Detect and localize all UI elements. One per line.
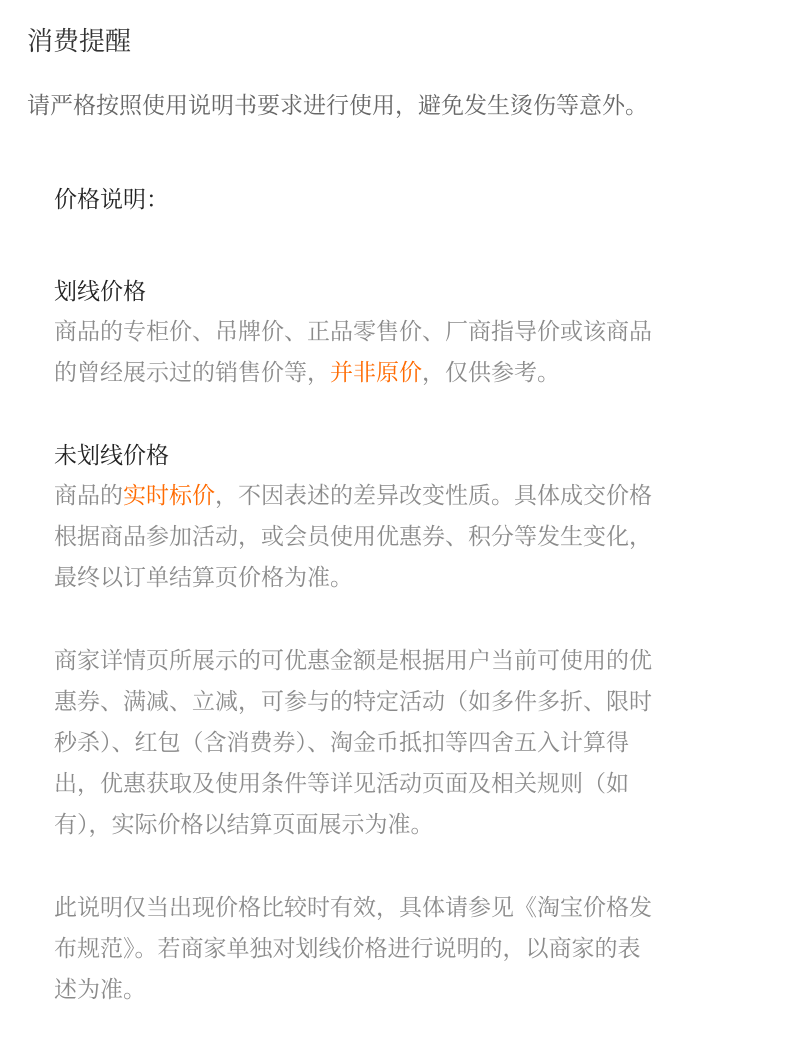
uncrossed-price-line-2: 根据商品参加活动，或会员使用优惠券、积分等发生变化， — [54, 524, 652, 550]
crossed-price-heading: 划线价格 — [54, 279, 146, 305]
scope-line-2: 布规范》。若商家单独对划线价格进行说明的，以商家的表 — [54, 936, 641, 962]
uncrossed-price-line-1 — [54, 476, 744, 517]
price-info-heading: 价格说明： — [54, 187, 169, 213]
notice-title: 消费提醒 — [27, 27, 132, 57]
discount-line-3: 秒杀）、红包（含消费券）、淘金币抵扣等四舍五入计算得 — [54, 730, 629, 756]
spacer — [54, 599, 744, 641]
uncrossed-price-line-1-start: 商品的 — [54, 483, 123, 509]
discount-line-2: 惠券、满减、立减，可参与的特定活动（如多件多折、限时 — [54, 689, 652, 715]
notice-text: 请严格按照使用说明书要求进行使用，避免发生烫伤等意外。 — [27, 93, 648, 119]
spacer — [54, 220, 744, 272]
uncrossed-price-text — [54, 476, 744, 599]
spacer — [54, 846, 744, 888]
not-original-price-highlight: 并非原价 — [330, 360, 422, 386]
crossed-price-block — [54, 272, 744, 394]
discount-explanation — [54, 641, 744, 846]
crossed-price-line-2 — [54, 353, 744, 394]
real-time-price-highlight: 实时标价 — [123, 483, 215, 509]
price-info-section — [54, 180, 744, 1011]
crossed-price-line-2-end: ，仅供参考。 — [422, 360, 560, 386]
uncrossed-price-line-3: 最终以订单结算页价格为准。 — [54, 565, 353, 591]
uncrossed-price-block — [54, 436, 744, 599]
crossed-price-text — [54, 312, 744, 394]
scope-line-3: 述为准。 — [54, 977, 146, 1003]
discount-line-4: 出，优惠获取及使用条件等详见活动页面及相关规则（如 — [54, 771, 629, 797]
scope-line-1: 此说明仅当出现价格比较时有效，具体请参见《淘宝价格发 — [54, 895, 652, 921]
discount-line-5: 有），实际价格以结算页面展示为准。 — [54, 812, 434, 838]
scope-explanation — [54, 888, 744, 1011]
crossed-price-line-2-start: 的曾经展示过的销售价等， — [54, 360, 330, 386]
spacer — [54, 394, 744, 436]
crossed-price-line-1: 商品的专柜价、吊牌价、正品零售价、厂商指导价或该商品 — [54, 319, 652, 345]
discount-line-1: 商家详情页所展示的可优惠金额是根据用户当前可使用的优 — [54, 648, 652, 674]
uncrossed-price-heading: 未划线价格 — [54, 443, 169, 469]
uncrossed-price-line-1-end: ，不因表述的差异改变性质。具体成交价格 — [215, 483, 652, 509]
